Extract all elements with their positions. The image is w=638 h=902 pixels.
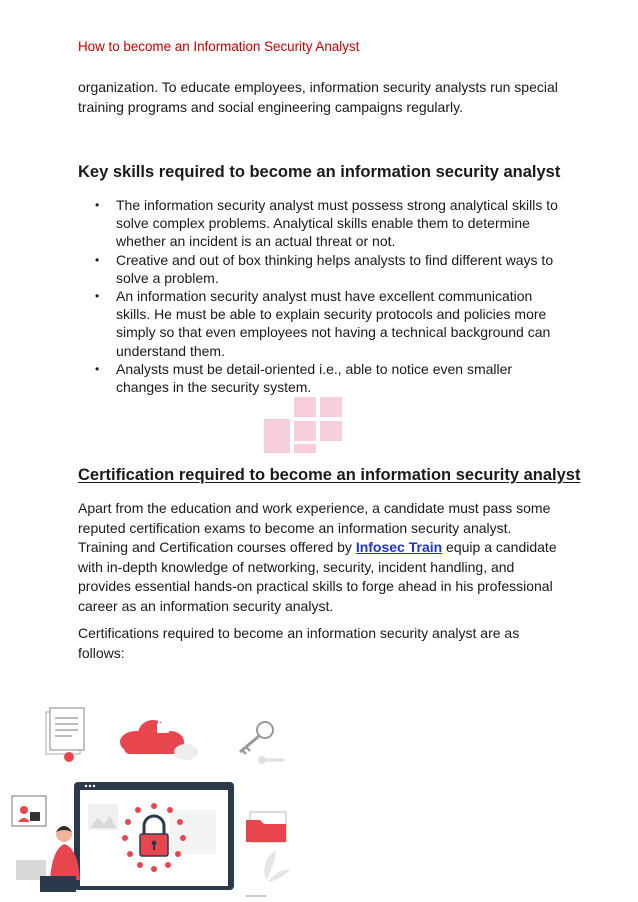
list-item: • An information security analyst must have excellent communication skills. He must be able to explain security protocols and policies more simply so that even employees not having a technical background can understand them. [78, 287, 558, 360]
folder-icon [246, 812, 286, 842]
list-item: • Creative and out of box thinking helps analysts to find different ways to solve a problem. [78, 251, 558, 287]
person-icon [16, 826, 80, 892]
skills-list [78, 196, 558, 396]
watermark-logo [264, 397, 374, 453]
certification-heading: Certification required to become an information security analyst [78, 466, 581, 484]
infosec-train-link[interactable]: Infosec Train [355, 539, 443, 555]
intro-paragraph: organization. To educate employees, information security analysts run special training programs and social engineering campaigns regularly. [78, 79, 558, 115]
security-illustration [10, 700, 300, 900]
profile-card-icon [12, 796, 46, 826]
paragraph-text: equip a candidate with in-depth knowledge of networking, security, incident handling, and provides essential hands-on practical skills to forge ahead in his professional career as an information security analyst. [78, 539, 557, 614]
list-item: • Analysts must be detail-oriented i.e., able to notice even smaller changes in the security system. [78, 360, 558, 396]
certification-paragraph [78, 499, 558, 616]
skills-heading: Key skills required to become an information security analyst [78, 163, 561, 181]
certification-followup: Certifications required to become an information security analyst are as follows: [78, 625, 520, 661]
page-header: How to become an Information Security Analyst [78, 39, 360, 54]
list-item: • The information security analyst must possess strong analytical skills to solve complex problems. Analytical skills enable them to determine whether an incident is an actual threat or not. [78, 196, 558, 251]
document-icon [46, 708, 84, 762]
plant-icon [246, 850, 290, 896]
cloud-lock-icon [120, 715, 198, 760]
key-icon [240, 722, 284, 764]
paragraph-text: Apart from the education and work experience, a candidate must pass some reputed certification exams to become an information security analyst. Training and Certification courses offered by [78, 500, 551, 555]
